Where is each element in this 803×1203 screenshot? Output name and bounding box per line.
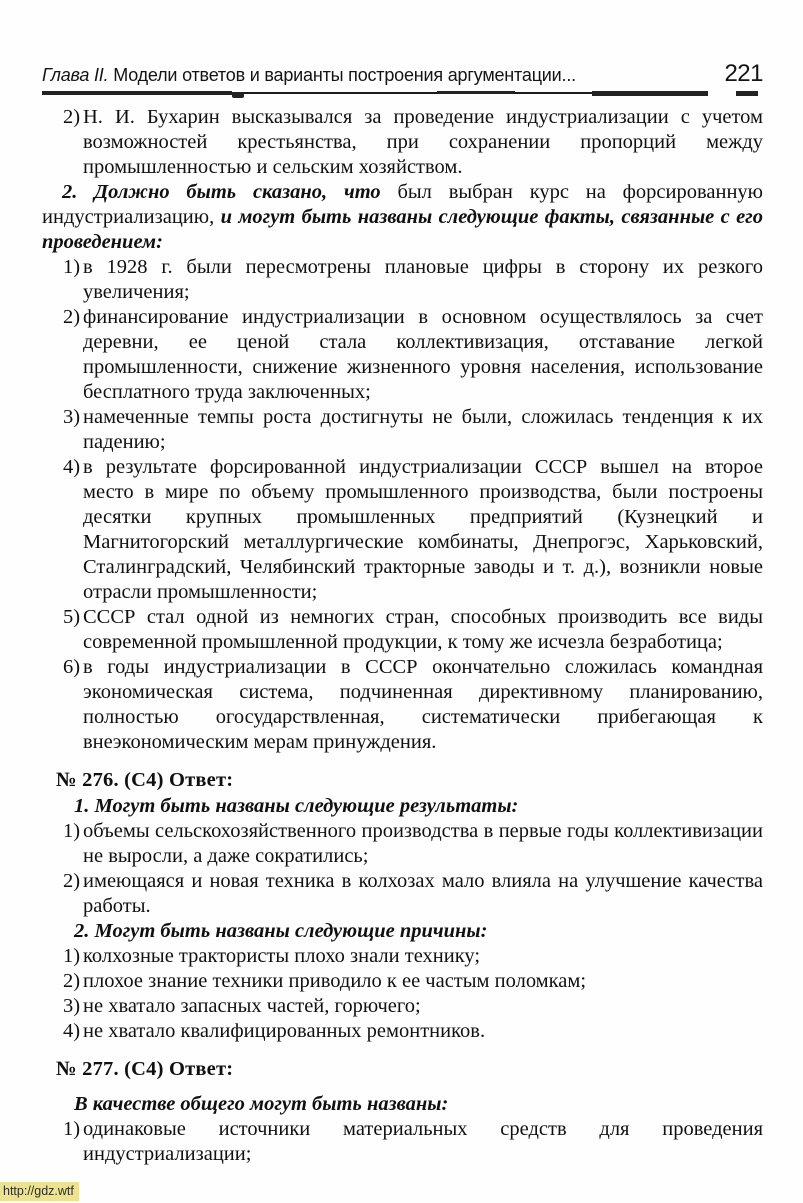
scan-artifact (232, 92, 244, 98)
list-item (63, 305, 763, 405)
list-item (63, 944, 763, 969)
scan-artifact (736, 91, 758, 96)
item-text: в годы индустриализации в СССР окончательно сложилась командная экономическая система, подчиненная директивному планированию, полностью огосударствленная, систематически прибегающая к внеэкономическим мерам принуждения. (83, 656, 763, 753)
item-text: СССР стал одной из немногих стран, способных производить все виды современной промышленной продукции, к тому же исчезла безработица; (83, 606, 763, 653)
intro-tail-italic: и могут быть названы следующие факты, связанные с его проведением: (42, 206, 763, 253)
item-number: 1) (63, 820, 81, 842)
answer-276-sub1: 1. Могут быть названы следующие результаты: (74, 795, 519, 817)
item-number: 3) (63, 406, 81, 428)
header-rule (42, 92, 763, 100)
item-number: 2) (63, 106, 81, 128)
list-item (63, 405, 763, 455)
item-text: Н. И. Бухарин высказывался за проведение индустриализации с учетом возможностей крестьянства, при сохранении пропорций между промышленностью и сельским хозяйством. (83, 106, 763, 178)
page-number: 221 (724, 60, 763, 87)
item-text: объемы сельскохозяйственного производства в первые годы коллективизации не выросли, а даже сократились; (83, 820, 763, 867)
item-text: в результате форсированной индустриализации СССР вышел на второе место в мире по объему промышленного производства, были построены десятки крупных промышленных предприятий (Кузнецкий и Магнитогорский металлургические комбинаты, Днепрогэс, Харьковский, Сталинградский, Челябинский тракторные заводы и т. д.), возникли новые отрасли промышленности; (83, 456, 763, 603)
page-body (42, 105, 763, 1167)
list-item (63, 1019, 763, 1044)
scan-artifact (42, 91, 232, 95)
item-number: 5) (63, 606, 81, 628)
answer-277-heading: № 277. (С4) Ответ: (56, 1058, 234, 1080)
answer-277-sub: В качестве общего могут быть названы: (74, 1093, 449, 1115)
item-text: плохое знание техники приводило к ее частым поломкам; (83, 970, 587, 992)
item-text: одинаковые источники материальных средств для проведения индустриализации; (83, 1118, 763, 1165)
gdz-watermark-link[interactable]: http://gdz.wtf (0, 1182, 79, 1201)
item-number: 4) (63, 1020, 81, 1042)
chapter-title: Модели ответов и варианты построения аргументации... (108, 65, 576, 85)
list-item (63, 255, 763, 305)
scan-artifact (592, 91, 708, 96)
answer-276-sub2: 2. Могут быть названы следующие причины: (74, 920, 488, 942)
model-answer-intro (42, 180, 763, 255)
scan-artifact (437, 91, 515, 94)
item-number: 2) (63, 970, 81, 992)
chapter-label: Глава II. (42, 65, 109, 85)
answer-276-heading: № 276. (С4) Ответ: (56, 769, 234, 791)
running-head-row (42, 62, 763, 86)
item-number: 3) (63, 995, 81, 1017)
item-number: 6) (63, 656, 81, 678)
list-item (63, 819, 763, 869)
list-item (63, 1117, 763, 1167)
item-text: колхозные трактористы плохо знали технику; (83, 945, 481, 967)
list-item (63, 655, 763, 755)
list-item (63, 105, 763, 180)
list-item (63, 994, 763, 1019)
list-item (63, 969, 763, 994)
item-number: 1) (63, 256, 81, 278)
item-text: намеченные темпы роста достигнуты не были, сложилась тенденция к их падению; (83, 406, 763, 453)
item-text: имеющаяся и новая техника в колхозах мало влияла на улучшение качества работы. (83, 870, 763, 917)
item-number: 1) (63, 945, 81, 967)
running-head (42, 65, 576, 86)
item-text: в 1928 г. были пересмотрены плановые цифры в сторону их резкого увеличения; (83, 256, 763, 303)
list-item (63, 605, 763, 655)
item-number: 2) (63, 306, 81, 328)
item-text: не хватало запасных частей, горючего; (83, 995, 421, 1017)
item-number: 1) (63, 1118, 81, 1140)
item-text: не хватало квалифицированных ремонтников. (83, 1020, 486, 1042)
list-item (63, 869, 763, 919)
intro-plain: был выбран курс на форсированную индустриализацию, (42, 181, 763, 228)
item-number: 2) (63, 870, 81, 892)
item-number: 4) (63, 456, 81, 478)
intro-lead-italic: 2. Должно быть сказано, что (62, 181, 381, 203)
item-text: финансирование индустриализации в основном осуществлялось за счет деревни, ее ценой стала коллективизация, отставание легкой промышленности, снижение жизненного уровня населения, использование бесплатного труда заключенных; (83, 306, 763, 403)
list-item (63, 455, 763, 605)
